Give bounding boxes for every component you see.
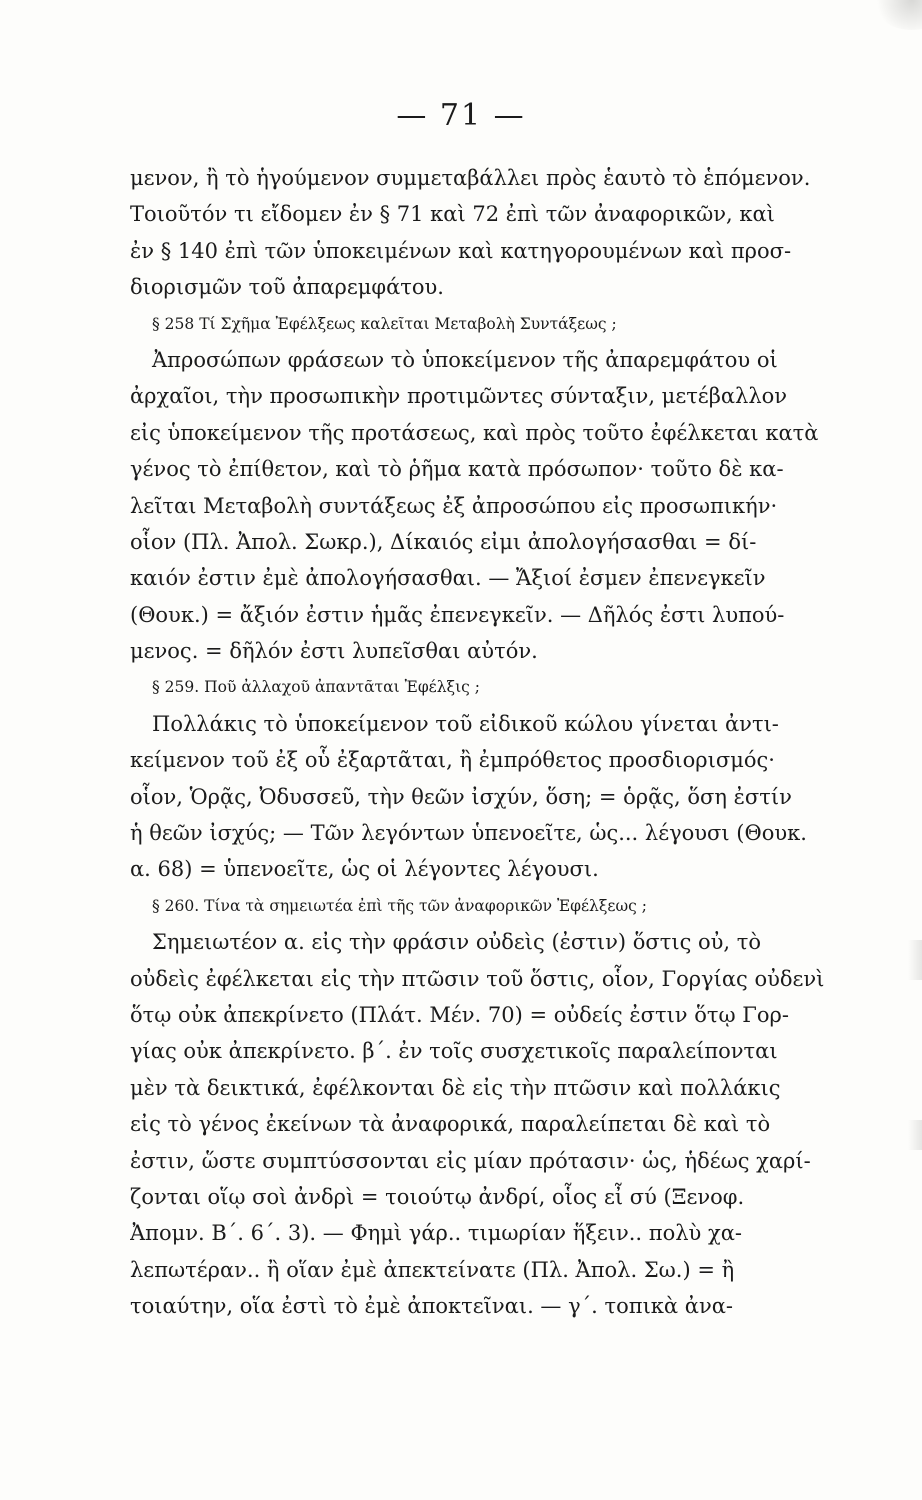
- text-line: γένος τὸ ἐπίθετον, καὶ τὸ ῥῆμα κατὰ πρόσωπον· τοῦτο δὲ κα-: [130, 457, 784, 482]
- text-line: οὐδεὶς ἐφέλκεται εἰς τὴν πτῶσιν τοῦ ὅστις, οἷον, Γοργίας οὐδενὶ: [130, 966, 825, 991]
- text-line: ἐν § 140 ἐπὶ τῶν ὑποκειμένων καὶ κατηγορουμένων καὶ προσ-: [130, 238, 792, 263]
- text-line: οἷον (Πλ. Ἀπολ. Σωκρ.), Δίκαιός εἰμι ἀπολογήσασθαι = δί-: [130, 529, 757, 554]
- text-line: Τοιοῦτόν τι εἴδομεν ἐν § 71 καὶ 72 ἐπὶ τῶν ἀναφορικῶν, καὶ: [130, 202, 775, 227]
- text-line: διορισμῶν τοῦ ἀπαρεμφάτου.: [130, 275, 444, 300]
- text-line: λεπωτέραν.. ἢ οἵαν ἐμὲ ἀπεκτείνατε (Πλ. Ἀπολ. Σω.) = ἢ: [130, 1257, 735, 1282]
- text-line: μὲν τὰ δεικτικά, ἐφέλκονται δὲ εἰς τὴν πτῶσιν καὶ πολλάκις: [130, 1075, 781, 1100]
- text-line: μενον, ἢ τὸ ἡγούμενον συμμεταβάλλει πρὸς ἑαυτὸ τὸ ἑπόμενον.: [130, 166, 811, 190]
- text-line: Ἀπομν. Β΄. 6΄. 3). — Φημὶ γάρ.. τιμωρίαν ἥξειν.. πολὺ χα-: [130, 1221, 742, 1246]
- text-line: Πολλάκις τὸ ὑποκείμενον τοῦ εἰδικοῦ κώλου γίνεται ἀντι-: [152, 711, 779, 736]
- text-body: [130, 160, 876, 1325]
- text-line: α. 68) = ὑπενοεῖτε, ὡς οἱ λέγοντες λέγουσι.: [130, 857, 599, 882]
- text-line: Σημειωτέον α. εἰς τὴν φράσιν οὐδεὶς (ἐστιν) ὅστις οὐ, τὸ: [152, 930, 762, 955]
- text-line: ἀρχαῖοι, τὴν προσωπικὴν προτιμῶντες σύνταξιν, μετέβαλλον: [130, 384, 788, 409]
- text-line: μενος. = δῆλόν ἐστι λυπεῖσθαι αὐτόν.: [130, 639, 538, 664]
- text-line: καιόν ἐστιν ἐμὲ ἀπολογήσασθαι. — Ἄξιοί ἐσμεν ἐπενεγκεῖν: [130, 566, 766, 591]
- text-line: οἷον, Ὁρᾷς, Ὀδυσσεῦ, τὴν θεῶν ἰσχύν, ὅση; = ὁρᾷς, ὅση ἐστίν: [130, 784, 792, 809]
- text-line: Ἀπροσώπων φράσεων τὸ ὑποκείμενον τῆς ἀπαρεμφάτου οἱ: [152, 347, 778, 372]
- text-line: γίας οὐκ ἀπεκρίνετο. β΄. ἐν τοῖς συσχετικοῖς παραλείπονται: [130, 1039, 778, 1064]
- text-line: τοιαύτην, οἵα ἐστὶ τὸ ἐμὲ ἀποκτεῖναι. — γ΄. τοπικὰ ἀνα-: [130, 1294, 734, 1319]
- section-heading: § 259. Ποῦ ἀλλαχοῦ ἀπαντᾶται Ἐφέλξις ;: [152, 678, 480, 697]
- text-line: εἰς τὸ γένος ἐκείνων τὰ ἀναφορικά, παραλείπεται δὲ καὶ τὸ: [130, 1112, 771, 1137]
- section-heading: § 258 Τί Σχῆμα Ἐφέλξεως καλεῖται Μεταβολὴ Συντάξεως ;: [152, 314, 617, 333]
- text-line: εἰς ὑποκείμενον τῆς προτάσεως, καὶ πρὸς τοῦτο ἐφέλκεται κατὰ: [130, 420, 819, 445]
- text-line: ἡ θεῶν ἰσχύς; — Τῶν λεγόντων ὑπενοεῖτε, ὡς... λέγουσι (Θουκ.: [130, 821, 807, 846]
- section-heading: § 260. Τίνα τὰ σημειωτέα ἐπὶ τῆς τῶν ἀναφορικῶν Ἐφέλξεως ;: [152, 896, 647, 915]
- page-number: — 71 —: [396, 98, 526, 133]
- text-line: ἐστιν, ὥστε συμπτύσσονται εἰς μίαν πρότασιν· ὡς, ἡδέως χαρί-: [130, 1148, 811, 1173]
- page-edge-mark: [908, 940, 922, 980]
- text-line: ὅτῳ οὐκ ἀπεκρίνετο (Πλάτ. Μέν. 70) = οὐδείς ἐστιν ὅτῳ Γορ-: [130, 1002, 789, 1027]
- text-line: ζονται οἵῳ σοὶ ἀνδρὶ = τοιούτῳ ἀνδρί, οἷος εἶ σύ (Ξενοφ.: [130, 1184, 745, 1209]
- text-line: λεῖται Μεταβολὴ συντάξεως ἐξ ἀπροσώπου εἰς προσωπικήν·: [130, 493, 778, 518]
- page-edge-mark: [908, 1120, 922, 1150]
- text-line: (Θουκ.) = ἄξιόν ἐστιν ἡμᾶς ἐπενεγκεῖν. — Δῆλός ἐστι λυπού-: [130, 602, 785, 627]
- page-corner-shadow: [872, 0, 922, 30]
- text-line: κείμενον τοῦ ἐξ οὗ ἐξαρτᾶται, ἢ ἐμπρόθετος προσδιορισμός·: [130, 748, 775, 773]
